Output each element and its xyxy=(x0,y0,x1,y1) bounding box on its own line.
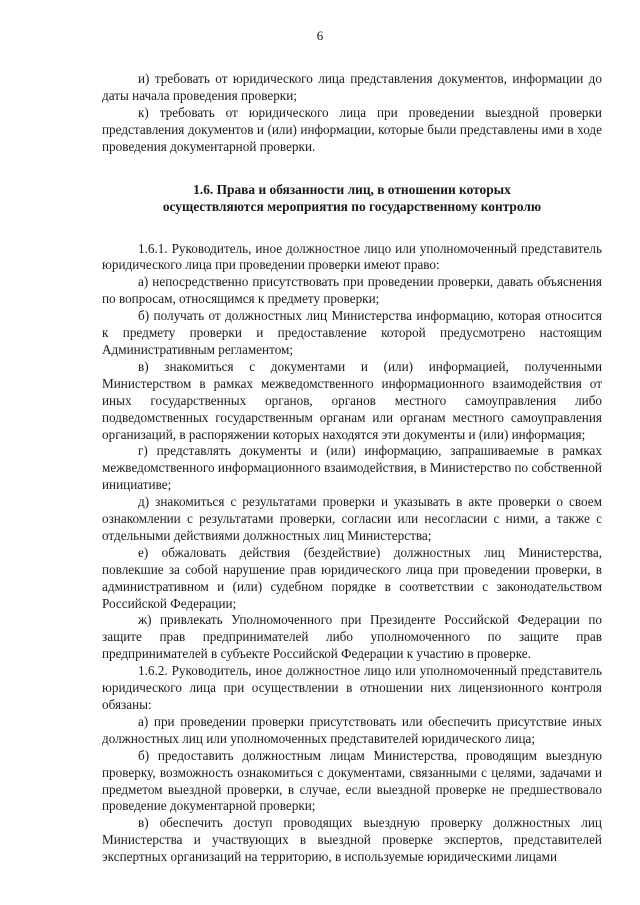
paragraph-intro-i: и) требовать от юридического лица представления документов, информации до даты начала проведения проверки; xyxy=(102,71,602,103)
paragraph-item-b: б) получать от должностных лиц Министерства информацию, которая относится к предмету проверки и предоставление которой предусмотрено настоящим Административным регламентом; xyxy=(102,308,602,357)
paragraph-item-d: д) знакомиться с результатами проверки и указывать в акте проверки о своем ознакомлении с результатами проверки, согласии или несогласии с ними, а также с отдельными действиями должностных лиц Министерства; xyxy=(102,494,602,543)
paragraph-item-e: е) обжаловать действия (бездействие) должностных лиц Министерства, повлекшие за собой нарушение прав юридического лица при проведении проверки, в административном и (или) судебном порядке в соответствии с законодательством Российской Федерации; xyxy=(102,544,602,611)
section-heading-line-1: 1.6. Права и обязанности лиц, в отношении которых xyxy=(193,181,511,197)
paragraph-item-zh: ж) привлекать Уполномоченного при Президенте Российской Федерации по защите прав предпринимателей либо уполномоченного по защите прав предпринимателей в субъекте Российской Федерации к участию в проверке. xyxy=(102,612,602,662)
paragraph-item-a: а) непосредственно присутствовать при проведении проверки, давать объяснения по вопросам, относящимся к предмету проверки; xyxy=(102,274,602,307)
page-content xyxy=(102,71,602,866)
page-number: 6 xyxy=(316,28,324,43)
section-heading-line-2: осуществляются мероприятия по государственному контролю xyxy=(162,198,542,214)
paragraph-1-6-2: 1.6.2. Руководитель, иное должностное лицо или уполномоченный представитель юридического лица при осуществлении в отношении них лицензионного контроля обязаны: xyxy=(102,663,602,712)
paragraph-item-v: в) знакомиться с документами и (или) информацией, полученными Министерством в рамках межведомственного информационного взаимодействия от иных государственных органов, органов местного самоуправления либо подведомственных государственным органам или органам местного самоуправления организаций, в распоряжении которых находятся эти документы и (или) информация; xyxy=(102,358,602,442)
paragraph-obligation-b: б) предоставить должностным лицам Министерства, проводящим выездную проверку, возможность ознакомиться с документами, связанными с целями, задачами и предметом выездной проверки, в случае, если выездной проверке не предшествовало проведение документарной проверки; xyxy=(102,747,602,814)
section-heading xyxy=(102,181,602,215)
paragraph-1-6-1: 1.6.1. Руководитель, иное должностное лицо или уполномоченный представитель юридического лица при проведении проверки имеют право: xyxy=(102,240,602,273)
paragraph-item-g: г) представлять документы и (или) информацию, запрашиваемые в рамках межведомственного информационного взаимодействия, в Министерство по собственной инициативе; xyxy=(102,443,602,493)
paragraph-intro-k: к) требовать от юридического лица при проведении выездной проверки представления документов и (или) информации, которые были представлены ими в ходе проведения документарной проверки. xyxy=(102,104,602,154)
paragraph-obligation-v: в) обеспечить доступ проводящих выездную проверку должностных лиц Министерства и участвующих в выездной проверке экспертов, представителей экспертных организаций на территорию, в используемые юридическими лицами xyxy=(102,815,602,865)
paragraph-obligation-a: а) при проведении проверки присутствовать или обеспечить присутствие иных должностных лиц или уполномоченных представителей юридического лица; xyxy=(102,713,602,746)
